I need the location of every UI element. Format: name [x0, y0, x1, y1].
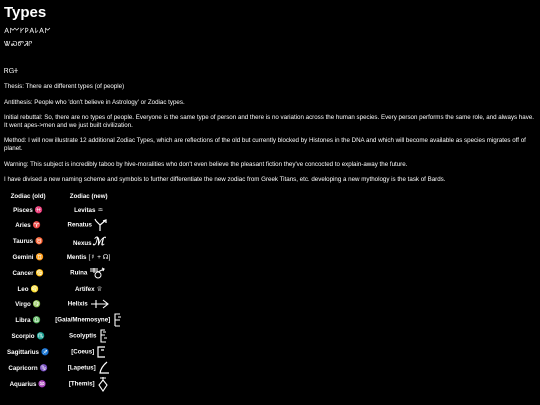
script-line-3: ᏒᏀᏐ [4, 68, 19, 75]
gaia-mnemosyne-icon [112, 313, 122, 327]
table-row [4, 360, 125, 376]
zodiac-new-cell [52, 328, 125, 344]
zodiac-new-name: Renatus [67, 222, 92, 230]
zodiac-new-cell [52, 281, 125, 297]
zodiac-old-name: Capricorn [8, 364, 38, 372]
zodiac-new-name: [Themis] [68, 380, 95, 388]
zodiac-old-cell [4, 312, 52, 328]
zodiac-new-name: Mentis [66, 254, 87, 262]
zodiac-old-cell [4, 360, 52, 376]
zodiac-old-cell [4, 328, 52, 344]
zodiac-old-name: Leo [17, 285, 29, 293]
table-row [4, 233, 125, 249]
zodiac-new-cell [52, 218, 125, 234]
zodiac-old-symbol: ♊ [35, 254, 44, 262]
paragraph-rebuttal: Initial rebuttal: So, there are no types of people. Everyone is the same type of person and there is no variation across the human species. Every person performs the same role, and always have. It went apes->men and we just built civilization. [4, 114, 535, 129]
zodiac-old-cell [4, 218, 52, 234]
zodiac-old-name: Virgo [15, 301, 31, 309]
zodiac-old-symbol: ♒ [38, 380, 47, 388]
zodiac-old-cell [4, 344, 52, 360]
zodiac-old-cell [4, 281, 52, 297]
zodiac-old-cell [4, 233, 52, 249]
table-row [4, 265, 125, 281]
zodiac-old-symbol: ♍ [32, 301, 42, 309]
zodiac-new-name: Levitas [74, 206, 96, 214]
zodiac-new-name: Artifex [74, 285, 95, 293]
ruina-icon [89, 267, 107, 279]
zodiac-old-symbol: ♈ [32, 222, 41, 230]
table-row [4, 202, 125, 218]
paragraph-naming: I have divised a new naming scheme and symbols to further differentiate the new zodiac from Greek Titans, etc. developing a new mythology is the task of Bards. [4, 176, 446, 184]
zodiac-new-cell [52, 265, 125, 281]
zodiac-old-symbol: ♉ [35, 238, 44, 246]
table-row [4, 249, 125, 265]
nexus-icon: ℳ [92, 234, 105, 248]
zodiac-old-symbol: ♓ [34, 206, 44, 214]
document-page [4, 4, 536, 392]
zodiac-new-cell [52, 297, 125, 313]
zodiac-new-cell [52, 233, 125, 249]
zodiac-old-name: Cancer [12, 269, 34, 277]
zodiac-new-name: Nexus [73, 239, 92, 247]
themis-icon [97, 376, 109, 392]
zodiac-old-symbol: ♐ [40, 348, 50, 356]
table-row [4, 218, 125, 234]
paragraph-warning: Warning: This subject is incredibly taboo by hive-moralities who don't even believe the pleasant fiction they've concocted to explain-away the future. [4, 160, 408, 168]
zodiac-new-name: Helixis [67, 301, 88, 309]
table-header-row [4, 191, 125, 202]
zodiac-old-cell [4, 376, 52, 392]
table-row [4, 281, 125, 297]
table-row [4, 328, 125, 344]
renatus-icon [94, 218, 110, 232]
table-row [4, 376, 125, 392]
zodiac-old-name: Gemini [12, 254, 34, 262]
table-row [4, 297, 125, 313]
zodiac-new-cell [52, 360, 125, 376]
zodiac-old-symbol: ♎ [32, 317, 41, 325]
artifex-icon: ♕ [96, 285, 103, 293]
paragraph-thesis: Thesis: There are different types (of people) [4, 83, 125, 90]
column-header-new: Zodiac (new) [69, 192, 108, 200]
zodiac-old-name: Aries [15, 222, 31, 230]
script-line-2: ᏔᏍᏛᏘᎵ [4, 41, 33, 48]
zodiac-old-name: Aquarius [9, 380, 37, 388]
zodiac-old-cell [4, 202, 52, 218]
zodiac-old-symbol: ♋ [35, 269, 44, 277]
paragraph-method: Method: I will now illustrate 12 additional Zodiac Types, which are reflections of the old but currently blocked by Histones in the DNA and which will become available as species migrates off of planet. [4, 137, 526, 152]
page-title: Types [4, 4, 47, 21]
zodiac-new-cell [52, 312, 125, 328]
zodiac-new-cell [52, 344, 125, 360]
zodiac-old-name: Pisces [13, 206, 33, 214]
zodiac-old-cell [4, 249, 52, 265]
coeus-icon [96, 345, 106, 359]
table-row [4, 312, 125, 328]
zodiac-old-name: Scorpio [11, 333, 35, 341]
zodiac-new-cell [52, 202, 125, 218]
zodiac-new-name: [Lapetus] [67, 364, 96, 372]
paragraph-antithesis: Antithesis: People who 'don't believe in Astrology' or Zodiac types. [4, 98, 185, 106]
levitas-icon: ♒︎ [97, 206, 104, 214]
zodiac-old-cell [4, 297, 52, 313]
scolyptis-icon [98, 329, 108, 343]
mentis-icon: [☿ + ☊] [88, 254, 111, 262]
zodiac-new-cell [52, 376, 125, 392]
zodiac-old-symbol: ♌ [30, 285, 39, 293]
zodiac-old-symbol: ♏ [36, 333, 45, 341]
lapetus-icon [98, 361, 110, 375]
zodiac-new-name: Scolyptis [68, 332, 97, 340]
zodiac-old-name: Libra [15, 317, 31, 325]
script-line-1: 𐌀𐌌𐌖𐌓𐌀𐌋𐌀𐌍 [4, 28, 51, 35]
zodiac-new-name: Ruina [70, 269, 88, 277]
zodiac-table [4, 191, 125, 392]
zodiac-old-name: Taurus [12, 238, 34, 246]
zodiac-new-name: [Coeus] [71, 348, 95, 356]
zodiac-old-cell [4, 265, 52, 281]
zodiac-old-name: Sagittarius [7, 348, 39, 356]
column-header-old: Zodiac (old) [10, 192, 46, 200]
helixis-icon [90, 299, 110, 309]
zodiac-new-name: [Gaia/Mnemosyne] [55, 316, 111, 324]
zodiac-old-symbol: ♑ [39, 364, 48, 372]
zodiac-new-cell [52, 249, 125, 265]
table-row [4, 344, 125, 360]
